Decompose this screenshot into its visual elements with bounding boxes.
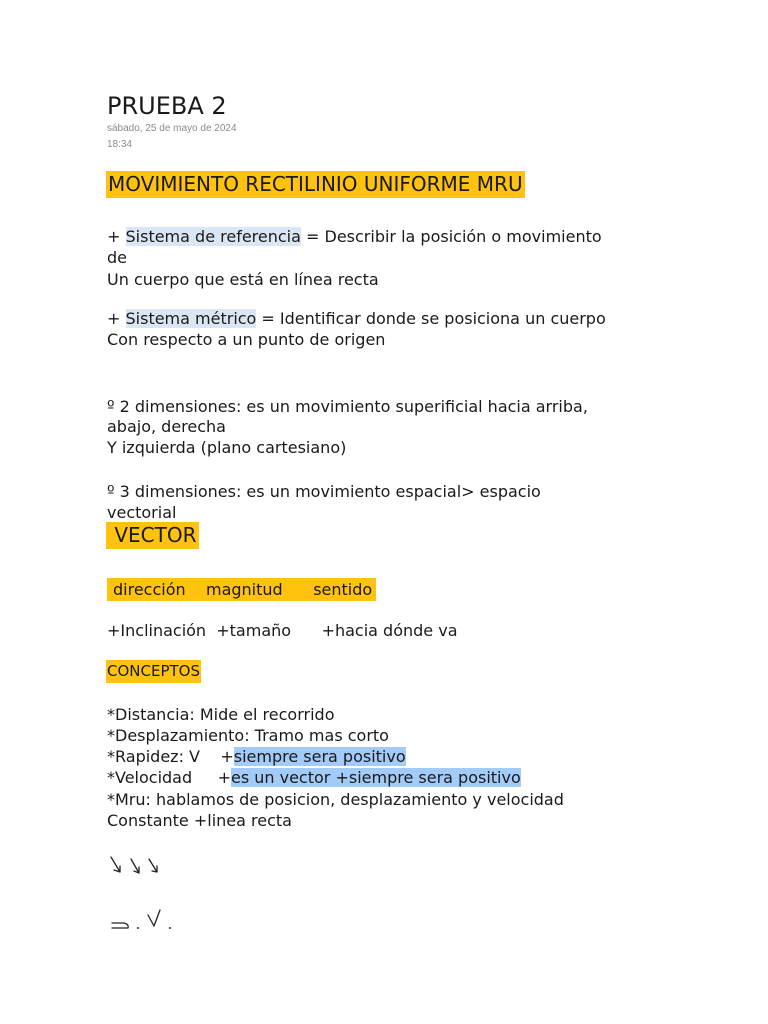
page-title: PRUEBA 2 — [107, 92, 227, 120]
text-line-sistema-referencia — [107, 226, 602, 247]
term-sistema-metrico: Sistema métrico — [125, 309, 257, 328]
handwritten-ink-sketch — [104, 906, 184, 932]
concept-mru-constante: Constante +linea recta — [107, 811, 292, 830]
highlighted-text: es un vector +siempre sera positivo — [230, 768, 521, 787]
text-line-dim3: º 3 dimensiones: es un movimiento espacial> espacio — [107, 482, 541, 501]
concept-label: *Velocidad + — [107, 768, 231, 787]
text-line-sistema-metrico — [107, 308, 606, 329]
page-time: 18:34 — [107, 139, 133, 150]
bullet-plus: + — [107, 227, 126, 246]
concept-velocidad — [107, 767, 521, 788]
page-date: sábado, 25 de mayo de 2024 — [107, 123, 237, 134]
section-heading-mru: MOVIMIENTO RECTILINIO UNIFORME MRU — [108, 172, 523, 196]
highlighted-text: siempre sera positivo — [233, 747, 406, 766]
handwritten-arrows-sketch — [104, 850, 174, 882]
text-line-wrap: de — [107, 248, 127, 267]
vector-explanations: +Inclinación +tamaño +hacia dónde va — [107, 621, 458, 640]
section-heading-conceptos: CONCEPTOS — [106, 660, 201, 683]
concept-rapidez — [107, 746, 406, 767]
term-sistema-referencia: Sistema de referencia — [125, 227, 301, 246]
concept-mru: *Mru: hablamos de posicion, desplazamiento y velocidad — [107, 790, 564, 809]
bullet-plus: + — [107, 309, 126, 328]
text-line: Con respecto a un punto de origen — [107, 330, 386, 349]
concept-desplazamiento: *Desplazamiento: Tramo mas corto — [107, 726, 389, 745]
text-line: vectorial — [107, 503, 177, 522]
section-heading-vector: VECTOR — [108, 523, 197, 547]
vector-terms: dirección magnitud sentido — [107, 578, 376, 601]
concept-label: *Rapidez: V + — [107, 747, 234, 766]
text-line: Y izquierda (plano cartesiano) — [107, 438, 347, 457]
definition-text: = Identificar donde se posiciona un cuerpo — [256, 309, 606, 328]
concept-distancia: *Distancia: Mide el recorrido — [107, 705, 335, 724]
text-line: Un cuerpo que está en línea recta — [107, 270, 379, 289]
text-line: abajo, derecha — [107, 417, 226, 436]
definition-text: = Describir la posición o movimiento — [300, 227, 602, 246]
text-line-dim2: º 2 dimensiones: es un movimiento superificial hacia arriba, — [107, 397, 588, 416]
